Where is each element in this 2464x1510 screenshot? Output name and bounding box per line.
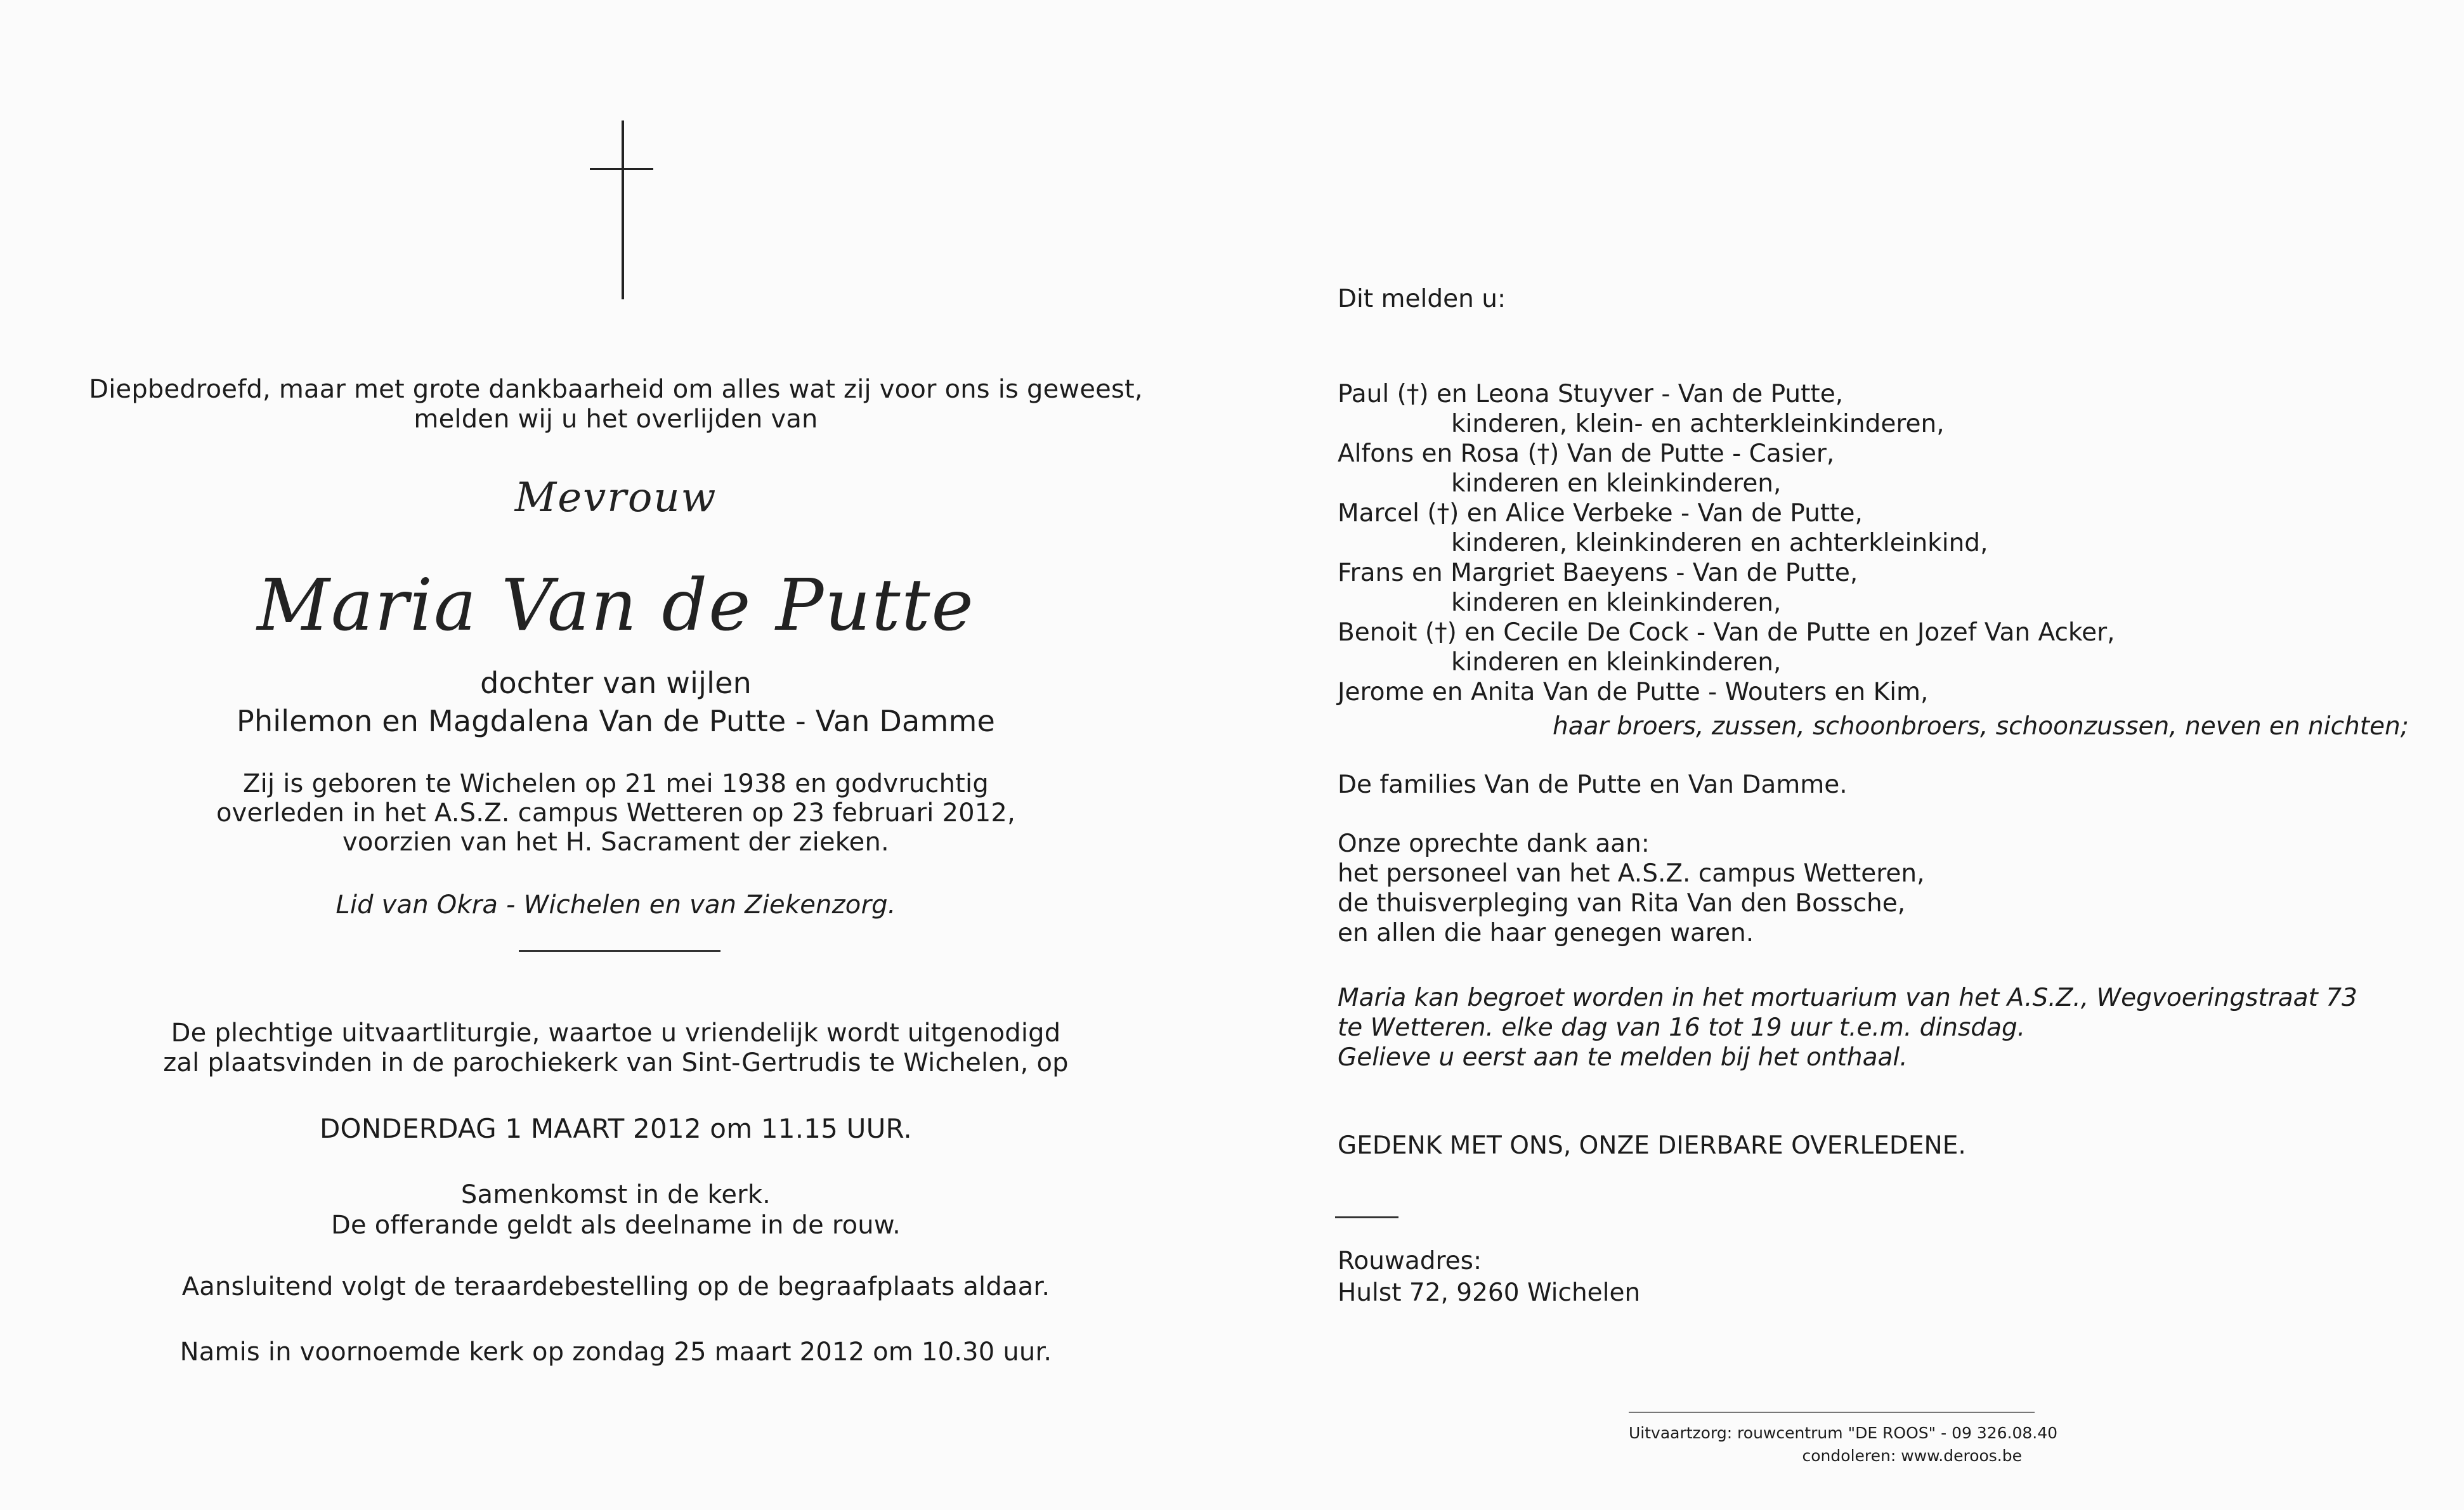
family-line: Jerome en Anita Van de Putte - Wouters en Kim, <box>1338 678 1929 706</box>
announce: Dit melden u: <box>1338 285 1506 313</box>
family-line: Frans en Margriet Baeyens - Van de Putte, <box>1338 559 1858 587</box>
address-label: Rouwadres: <box>1338 1247 1482 1275</box>
details-line-2: overleden in het A.S.Z. campus Wetteren op 23 februari 2012, <box>216 798 1015 828</box>
funeral-date: DONDERDAG 1 MAART 2012 om 11.15 UUR. <box>320 1113 912 1144</box>
thanks-line: en allen die haar genegen waren. <box>1338 919 1754 947</box>
remember: GEDENK MET ONS, ONZE DIERBARE OVERLEDENE. <box>1338 1131 1966 1160</box>
footer-rule <box>1629 1412 2035 1413</box>
families: De families Van de Putte en Van Damme. <box>1338 771 1848 799</box>
divider <box>1335 1216 1398 1218</box>
mass-note: Namis in voornoemde kerk op zondag 25 maart 2012 om 10.30 uur. <box>179 1338 1052 1367</box>
family-line: kinderen en kleinkinderen, <box>1451 469 1782 498</box>
address: Hulst 72, 9260 Wichelen <box>1338 1279 1641 1307</box>
visit-line: Gelieve u eerst aan te melden bij het onthaal. <box>1338 1043 1908 1072</box>
parents-line-1: dochter van wijlen <box>480 666 752 700</box>
family-line: Marcel (†) en Alice Verbeke - Van de Putte, <box>1338 499 1863 528</box>
details-line-1: Zij is geboren te Wichelen op 21 mei 1938 en godvruchtig <box>243 769 989 798</box>
gathering-line-1: Samenkomst in de kerk. <box>460 1180 771 1209</box>
invitation-line-2: zal plaatsvinden in de parochiekerk van Sint-Gertrudis te Wichelen, op <box>163 1048 1069 1077</box>
family-line: kinderen en kleinkinderen, <box>1451 648 1782 677</box>
visit-line: te Wetteren. elke dag van 16 tot 19 uur t.e.m. dinsdag. <box>1338 1013 2026 1042</box>
right-page <box>1232 0 2464 1510</box>
invitation-line-1: De plechtige uitvaartliturgie, waartoe u vriendelijk wordt uitgenodigd <box>171 1019 1061 1048</box>
family-line: kinderen, kleinkinderen en achterkleinkind, <box>1451 529 1988 557</box>
family-line: kinderen en kleinkinderen, <box>1451 589 1782 617</box>
family-line: Alfons en Rosa (†) Van de Putte - Casier, <box>1338 439 1835 468</box>
intro-line-1: Diepbedroefd, maar met grote dankbaarheid om alles wat zij voor ons is geweest, <box>89 375 1143 404</box>
thanks-line: het personeel van het A.S.Z. campus Wetteren, <box>1338 859 1925 888</box>
parents-line-2: Philemon en Magdalena Van de Putte - Van Damme <box>237 704 995 738</box>
family-line: Paul (†) en Leona Stuyver - Van de Putte, <box>1338 380 1844 408</box>
burial-note: Aansluitend volgt de teraardebestelling op de begraafplaats aldaar. <box>181 1272 1050 1301</box>
thanks-line: Onze oprechte dank aan: <box>1338 830 1650 858</box>
family-line: Benoit (†) en Cecile De Cock - Van de Putte en Jozef Van Acker, <box>1338 618 2115 647</box>
family-line: kinderen, klein- en achterkleinkinderen, <box>1451 410 1945 438</box>
relations: haar broers, zussen, schoonbroers, schoonzussen, neven en nichten; <box>1553 712 2409 741</box>
deceased-name: Maria Van de Putte <box>257 564 975 647</box>
cross-icon <box>622 120 624 299</box>
undertaker: Uitvaartzorg: rouwcentrum "DE ROOS" - 09 326.08.40 <box>1629 1424 2058 1442</box>
condolences: condoleren: www.deroos.be <box>1802 1447 2022 1465</box>
salutation: Mevrouw <box>514 474 717 521</box>
thanks-line: de thuisverpleging van Rita Van den Bossche, <box>1338 889 1906 918</box>
details-line-3: voorzien van het H. Sacrament der zieken. <box>342 828 889 857</box>
membership: Lid van Okra - Wichelen en van Ziekenzorg. <box>336 890 896 920</box>
visit-line: Maria kan begroet worden in het mortuarium van het A.S.Z., Wegvoeringstraat 73 <box>1338 984 2357 1012</box>
cross-icon-bar <box>590 168 653 170</box>
intro-line-2: melden wij u het overlijden van <box>414 405 818 434</box>
gathering-line-2: De offerande geldt als deelname in de rouw. <box>331 1211 901 1240</box>
divider <box>519 950 720 952</box>
